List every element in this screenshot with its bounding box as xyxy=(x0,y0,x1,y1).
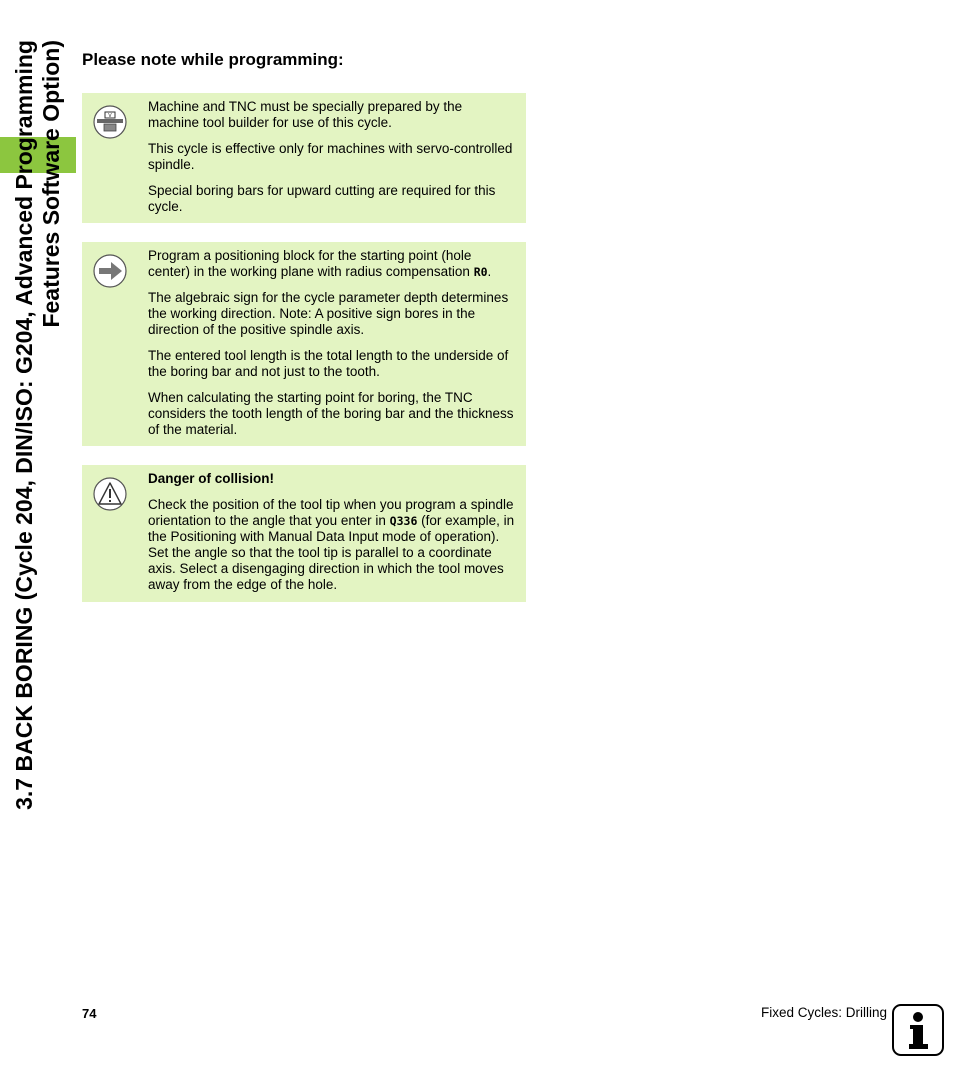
note-paragraph: When calculating the starting point for boring, the TNC considers the tooth length of the boring bar and the thickness of the material. xyxy=(148,390,514,437)
warning-title: Danger of collision! xyxy=(148,471,275,486)
note-paragraph-r0: Program a positioning block for the starting point (hole center) in the working plane with radius compensation R0. xyxy=(148,248,492,279)
collision-warning-box xyxy=(82,465,526,602)
note-paragraph: This cycle is effective only for machines with servo-controlled spindle. xyxy=(148,141,513,172)
note-paragraph: The entered tool length is the total length to the underside of the boring bar and not just to the tooth. xyxy=(148,348,509,379)
machine-note-box xyxy=(82,93,526,223)
info-icon xyxy=(892,1004,944,1056)
page-number: 74 xyxy=(82,1006,97,1021)
code-r0: R0 xyxy=(473,265,488,279)
warning-icon xyxy=(93,477,127,511)
machine-icon xyxy=(93,105,127,139)
note-paragraph: The algebraic sign for the cycle parameter depth determines the working direction. Note: A positive sign bores in the direction of the positive spindle axis. xyxy=(148,290,509,337)
note-paragraph: Machine and TNC must be specially prepared by the machine tool builder for use of this cycle. xyxy=(148,99,463,130)
code-q336: Q336 xyxy=(389,514,418,528)
footer-chapter-title: Fixed Cycles: Drilling xyxy=(760,1005,887,1020)
programming-note-box xyxy=(82,242,526,446)
note-paragraph: Special boring bars for upward cutting are required for this cycle. xyxy=(148,183,496,214)
section-title-vertical xyxy=(11,40,81,910)
warning-paragraph: Check the position of the tool tip when you program a spindle orientation to the angle that you enter in Q336 (for example, in the Positioning with Manual Data Input mode of operation). Set the angle so that the tool tip is parallel to a coordinate axis. Select a disengaging direction in which the tool moves away from the edge of the hole. xyxy=(148,497,515,592)
svg-text:V: V xyxy=(108,113,112,119)
arrow-right-icon xyxy=(93,254,127,288)
section-title-line-1: 3.7 BACK BORING (Cycle 204, DIN/ISO: G204, Advanced Programming xyxy=(11,40,37,810)
page-heading: Please note while programming: xyxy=(82,50,344,69)
section-title-line-2: Features Software Option) xyxy=(38,40,64,328)
